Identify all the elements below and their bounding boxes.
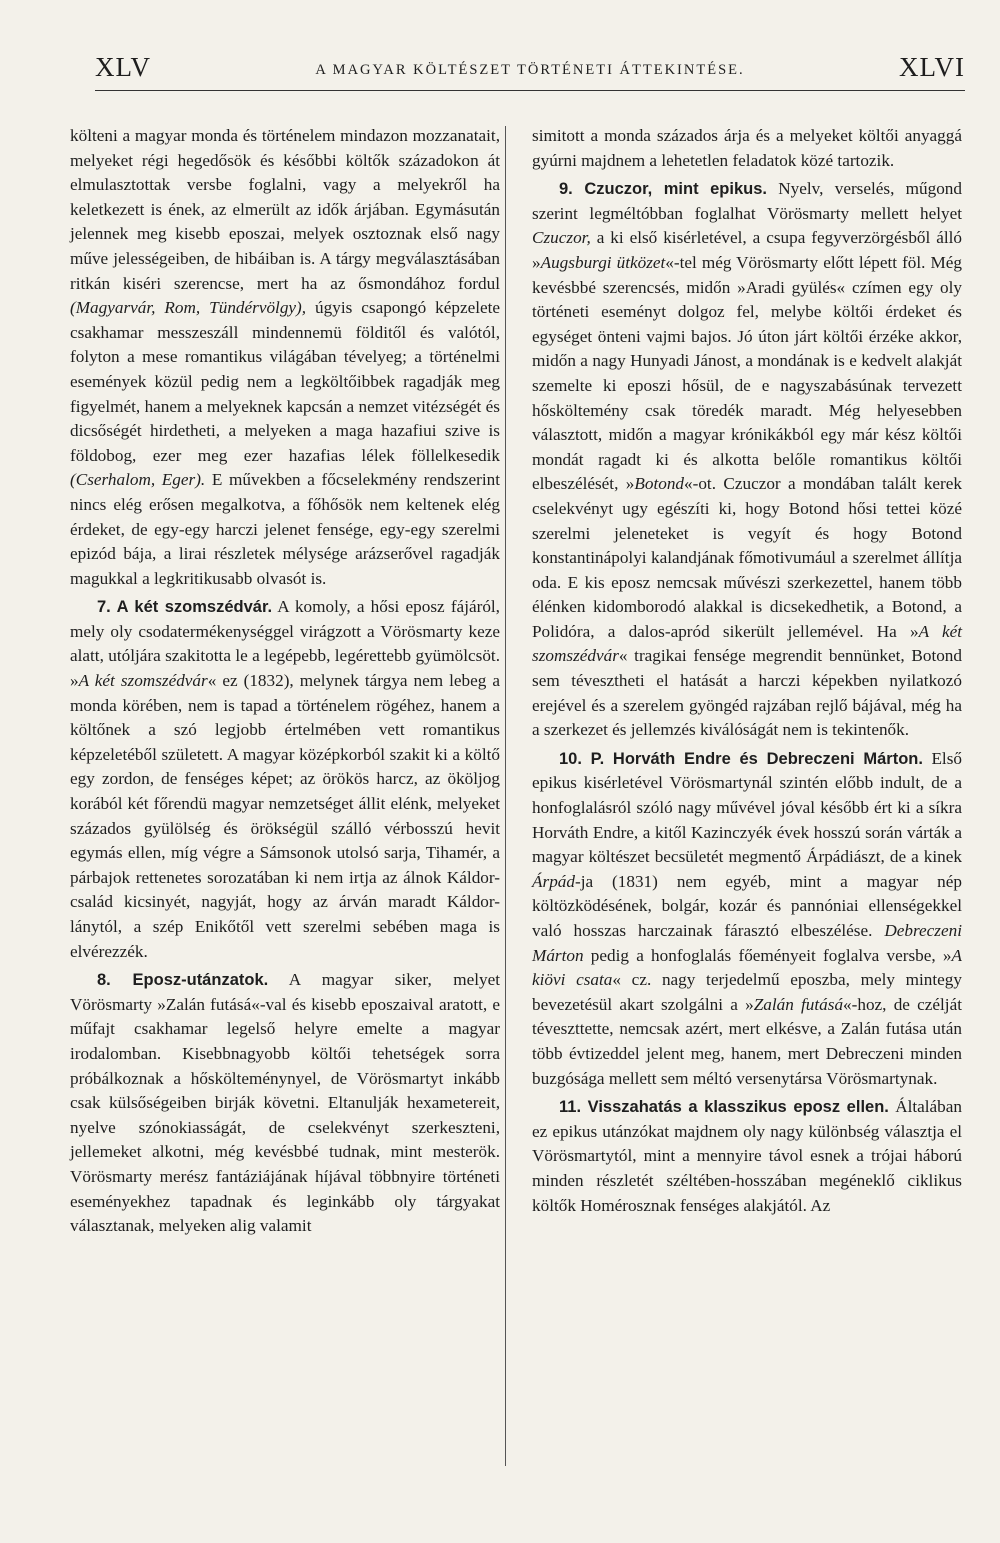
italic-title: Augsburgi ütközet	[540, 252, 666, 272]
section-11: 11. Visszahatás a klasszikus eposz ellen. Általában ez epikus utánzókat majdnem oly nagy különbség választja el Vörösmartytól, mint a mennyire távol esnek a trójai háború minden részletét széltében-hosszában megéneklő ciklikus költők Homérosznak fenséges alakjától. Az	[532, 1097, 962, 1215]
italic-title: A két szomszédvár	[532, 621, 962, 666]
section-heading: 8. Eposz-utánzatok.	[97, 971, 269, 990]
italic-title: Árpád	[532, 871, 575, 891]
section-8: 8. Eposz-utánzatok. A magyar siker, melyet Vörösmarty »Zalán futásá«-val és kisebb eposzaival aratott, e műfajt csakhamar legelső helyre emelte a magyar irodalomban. Kisebbnagyobb költői tehetségek sorra próbálkoznak a hőskölteménynyel, de Vörösmartyt inkább csak külsőségeiben birják követni. Eltanulják hexametereit, nyelve szónokiasságát, de cselekvényt szerkeszteni, jellemeket alkotni, még kevésbbé tudnak, mint mesterök. Vörösmarty merész fantáziájának híjával többnyire történeti eseményekhez tapadnak és leginkább oly tárgyakat választanak, melyeken alig valamit	[70, 970, 500, 1236]
left-column	[70, 124, 500, 1239]
italic-name: Czuczor,	[532, 228, 591, 248]
section-heading: 10. P. Horváth Endre és Debreczeni Márton.	[559, 749, 923, 768]
section-heading: 11. Visszahatás a klasszikus eposz ellen.	[559, 1098, 889, 1117]
paragraph: simitott a monda százados árja és a melyeket költői anyaggá gyúrni majdnem a lehetetlen feladatok közé tartozik.	[532, 126, 962, 170]
right-column	[532, 124, 962, 1218]
section-9: 9. Czuczor, mint epikus. Nyelv, verselés, műgond szerint legméltóbban foglalhat Vörösmarty mellett helyet Czuczor, a ki első kisérletével, a csupa fegyverzörgésből álló »Augsburgi ütközet«-tel még Vörösmarty előtt lépett föl. Még kevésbbé szerencsés, midőn »Aradi gyülés« czímen egy oly történeti eseményt dolgoz fel, melybe költői érdeket és egységet önteni vajmi bajos. Jó úton járt költői érzéke akkor, midőn a nagy Hunyadi Jánost, a mondának is e kedvelt alakját szemelte ki eposzi hősül, de e nagyszabásúnak tervezett hősköltemény csak töredék maradt. Még helyesebben választott, midőn a magyar krónikákból egy már kész költői mondát ragadt ki és alkotta belőle romantikus költői elbeszélését, »Botond«-ot. Czuczor a mondában talált kerek cselekvényt ugy egészíti ki, hogy Botond hősi tettei közé szerelmi jeleneteket is vegyít és hogy Botond konstantinápolyi kalandjának főmotivumául a szerelmet állítja oda. E kis eposz nemcsak művészi szerkezettel, hanem több élénken kidomborodó alakkal is dicsekedhetik, a Botond, a Polidóra, a dalos-apród sikerült jellemével. Ha »A két szomszédvár« tragikai fensége megrendit bennünket, Botond sem tévesztheti el hatását a harczi képekben nyilatkozó erejével és a szerelem gyöngéd rajzában rejlő bájával, még ha a szerkezet és jellemzés kiválóságát nem is tekintenők.	[532, 179, 963, 740]
section-heading: 7. A két szomszédvár.	[97, 598, 273, 617]
italic-title: Botond	[634, 474, 685, 494]
running-title: A MAGYAR KÖLTÉSZET TÖRTÉNETI ÁTTEKINTÉSE.	[315, 62, 745, 78]
column-divider	[505, 126, 506, 1466]
left-page-number: XLV	[95, 52, 152, 82]
section-heading: 9. Czuczor, mint epikus.	[559, 180, 767, 199]
italic-titles: (Cserhalom, Eger).	[70, 470, 206, 490]
italic-title: A két szomszédvár	[78, 671, 208, 691]
italic-name: Debreczeni Márton	[532, 921, 962, 965]
section-7: 7. A két szomszédvár. A komoly, a hősi eposz fájáról, mely oly csodatermékenységgel virágzott a Vörösmarty keze alatt, utóljára szakitotta le a legépebb, legérettebb gyümölcsöt. »A két szomszédvár« ez (1832), melynek tárgya nem lebeg a monda körében, nem is tapad a történelem rögéhez, hanem a költőnek a szó legjobb értelmében vett romantikus képzeletéből született. A magyar középkorból szakit ki a költő egy zordon, de fenséges képet; az örökös harcz, az ököljog korából két főrendü magyar nemzetséget állit elénk, melyeket százados gyülölség és örökségül szálló vérbosszú hevit egymás ellen, míg végre a Sámsonok utolsó sarja, Tihamér, a párbajok rettenetes sorozatában ki nem irtja az álnok Káldor-család kicsinyét, nagyját, hogy az árván maradt Káldor-lánytól, a szép Enikőtől vett szerelmi sebében maga is elvérezzék.	[70, 597, 500, 961]
paragraph: költeni a magyar monda és történelem mindazon mozzanatait, melyeket régi hegedősök és későbbi költők századokon át elmulasztottak versbe foglalni, vagy a melyekről ha keletkezett is ének, az elmerült az idők árjában. Egymásután jelennek meg kisebb eposzai, melyek osztoznak első nagy műve jelességeiben, de hibáiban is. A tárgy megválasztásában ritkán kiséri szerencse, mert ha az ősmondához fordul (Magyarvár, Rom, Tündérvölgy), úgyis csapongó képzelete csakhamar messzeszáll mindennemü földitől és valótól, folyton a mese romantikus világában tévelyeg; a történelmi események közül pedig nem a legköltőibbek ragadják meg figyelmét, hanem a melyeknek kapcsán a nemzet vitézségét és dicsőségét hirdetheti, a melyeken a maga hazafiui szive is földobog, ezer meg ezer hazafias lélek föllelkesedik (Cserhalom, Eger). E művekben a főcselekmény rendszerint nincs elég erősen megalkotva, a főhősök nem keltenek elég érdeket, de egy-egy harczi jelenet fensége, egy-egy szerelmi epizód bája, a lirai részletek mélysége arázserővel ragadják magukkal a legkritikusabb olvasót is.	[70, 126, 501, 588]
italic-title: Zalán futásá	[753, 994, 844, 1014]
right-page-number: XLVI	[898, 52, 965, 82]
page-header	[95, 50, 965, 91]
italic-titles: (Magyarvár, Rom, Tündérvölgy),	[70, 298, 307, 318]
section-10: 10. P. Horváth Endre és Debreczeni Márton. Első epikus kisérletével Vörösmartynál szintén előbb indult, de a honfoglalásról szóló nagy művével jóval később ért ki a síkra Horváth Endre, a kitől Kazinczyék évek hosszú során várták a magyar költészet becsületét megmentő Árpádiászt, de a kinek Árpád-ja (1831) nem egyéb, mint a magyar nép költözködésének, bolgár, kozár és pannóniai ellenségekkel való hosszas harczainak fárasztó elbeszélése. Debreczeni Márton pedig a honfoglalás főeményeit foglalva versbe, »A kiövi csata« cz. nagy terjedelmű eposzba, mely mintegy bevezetésül akart szolgálni a »Zalán futásá«-hoz, de czélját téveszttette, nemcsak azért, mert elkésve, a Zalán futása után több évtizeddel jelent meg, hanem, mert Debreczeni minden buzgósága mellett sem méltó versenytársa Vörösmartynak.	[532, 748, 963, 1088]
italic-title: A kiövi csata	[532, 945, 963, 990]
